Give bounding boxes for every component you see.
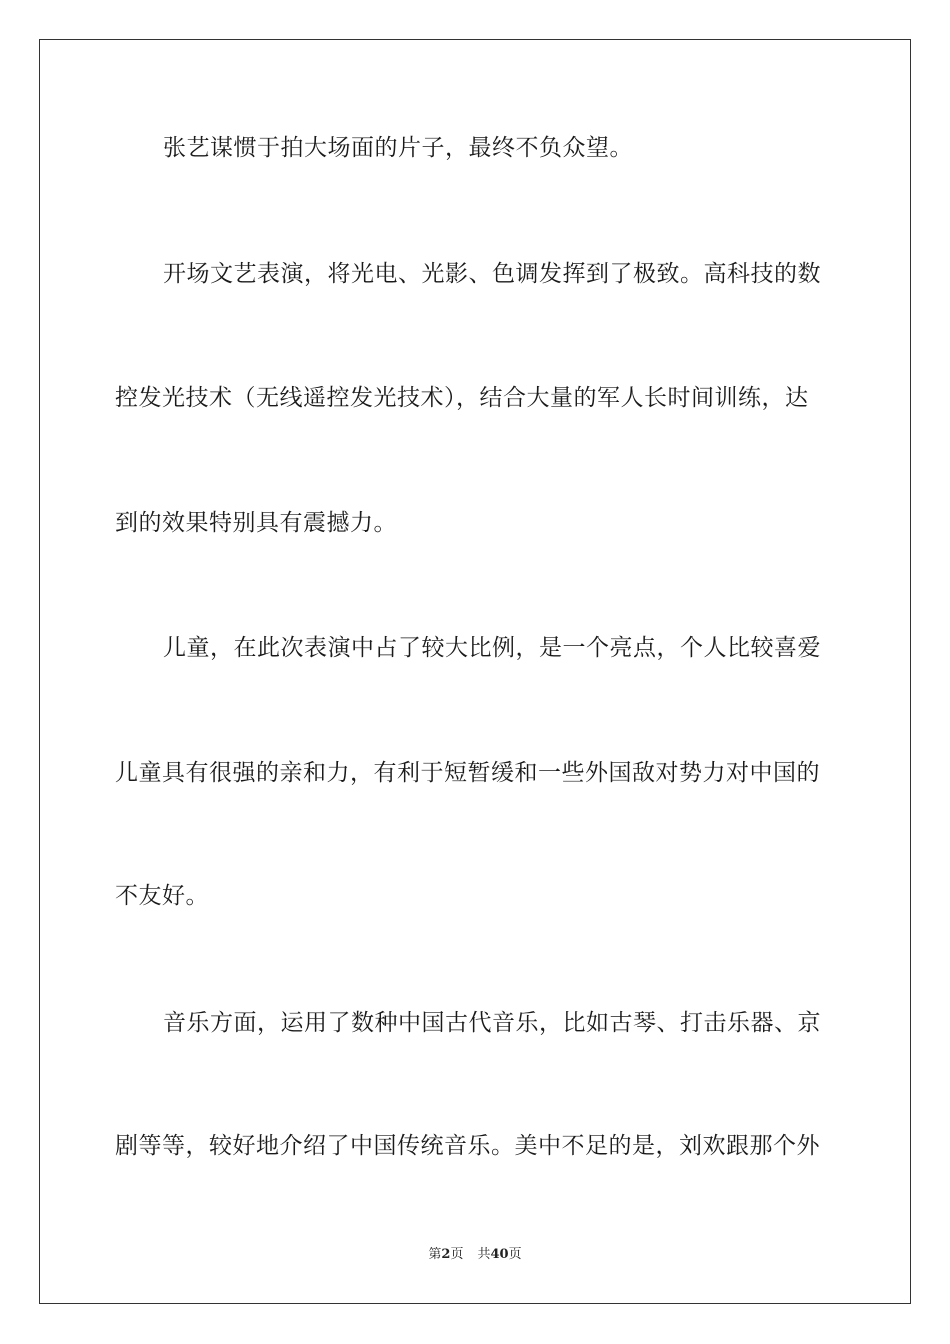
total-pages-prefix: 共	[477, 1247, 491, 1262]
paragraph-4-line-2: 剧等等，较好地介绍了中国传统音乐。美中不足的是，刘欢跟那个外	[115, 1133, 820, 1159]
page-number-prefix: 第	[428, 1247, 442, 1262]
paragraph-3-line-3: 不友好。	[115, 883, 209, 909]
paragraph-3-line-2: 儿童具有很强的亲和力，有利于短暂缓和一些外国敌对势力对中国的	[115, 760, 820, 786]
paragraph-2-line-2: 控发光技术（无线遥控发光技术），结合大量的军人长时间训练，达	[115, 385, 809, 411]
total-pages-suffix: 页	[508, 1247, 522, 1262]
page-footer	[0, 1245, 950, 1265]
total-pages: 40	[490, 1247, 509, 1262]
page-number: 2	[441, 1247, 451, 1262]
page-number-suffix: 页	[450, 1247, 464, 1262]
page-border	[39, 39, 911, 1304]
paragraph-1-line-1: 张艺谋惯于拍大场面的片子，最终不负众望。	[163, 135, 633, 161]
paragraph-4-line-1: 音乐方面，运用了数种中国古代音乐，比如古琴、打击乐器、京	[163, 1010, 821, 1036]
paragraph-3-line-1: 儿童，在此次表演中占了较大比例，是一个亮点，个人比较喜爱	[163, 635, 821, 661]
paragraph-2-line-1: 开场文艺表演，将光电、光影、色调发挥到了极致。高科技的数	[163, 261, 821, 287]
paragraph-2-line-3: 到的效果特别具有震撼力。	[115, 510, 397, 536]
